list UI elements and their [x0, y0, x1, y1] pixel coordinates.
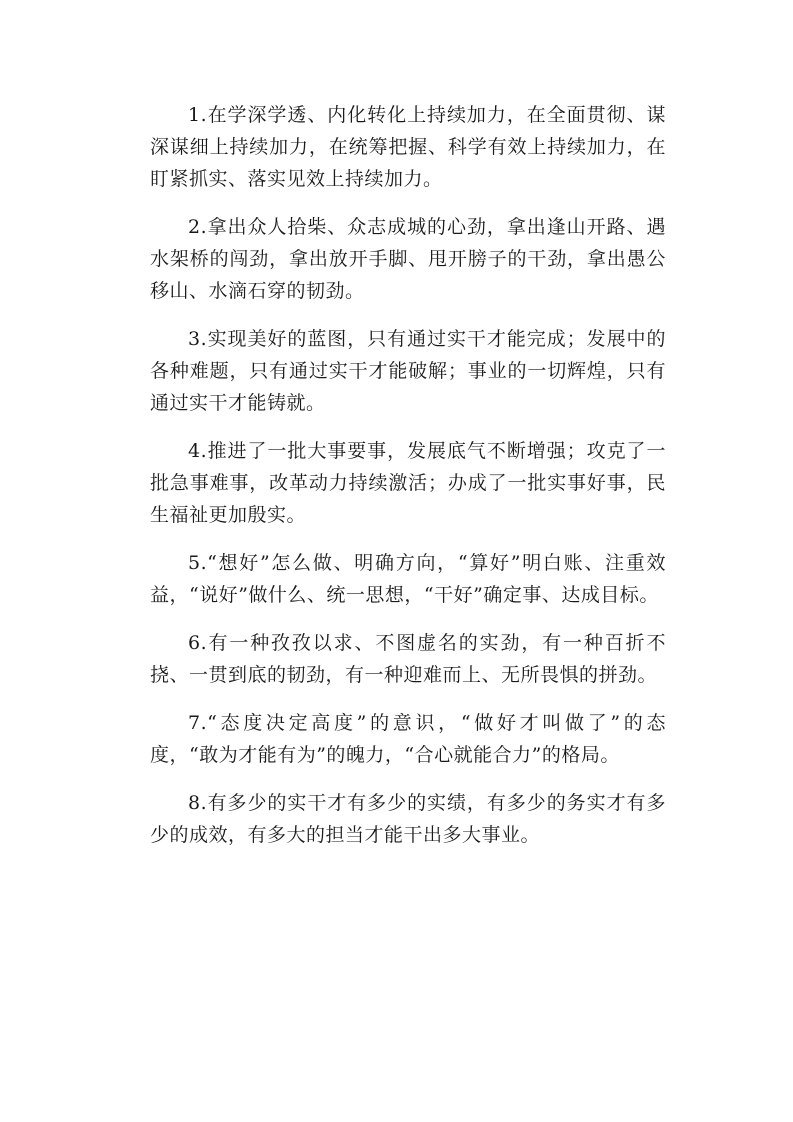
- paragraph-5: 5.“想好”怎么做、明确方向，“算好”明白账、注重效益，“说好”做什么、统一思想，“干好”确定事、达成目标。: [150, 552, 666, 606]
- paragraph-4: 4.推进了一批大事要事，发展底气不断增强；攻克了一批急事难事，改革动力持续激活；办成了一批实事好事，民生福祉更加殷实。: [150, 440, 666, 526]
- paragraph-6: 6.有一种孜孜以求、不图虚名的实劲，有一种百折不挠、一贯到底的韧劲，有一种迎难而上、无所畏惧的拼劲。: [150, 632, 666, 686]
- document-body: [150, 99, 666, 867]
- paragraph-8: 8.有多少的实干才有多少的实绩，有多少的务实才有多少的成效，有多大的担当才能干出多大事业。: [150, 792, 666, 846]
- paragraph-7: 7.“态度决定高度”的意识，“做好才叫做了”的态度，“敢为才能有为”的魄力，“合心就能合力”的格局。: [150, 712, 666, 766]
- paragraph-1: 1.在学深学透、内化转化上持续加力，在全面贯彻、谋深谋细上持续加力，在统筹把握、科学有效上持续加力，在盯紧抓实、落实见效上持续加力。: [150, 104, 666, 190]
- paragraph-2: 2.拿出众人拾柴、众志成城的心劲，拿出逢山开路、遇水架桥的闯劲，拿出放开手脚、甩开膀子的干劲，拿出愚公移山、水滴石穿的韧劲。: [150, 216, 666, 302]
- paragraph-3: 3.实现美好的蓝图，只有通过实干才能完成；发展中的各种难题，只有通过实干才能破解；事业的一切辉煌，只有通过实干才能铸就。: [150, 328, 666, 414]
